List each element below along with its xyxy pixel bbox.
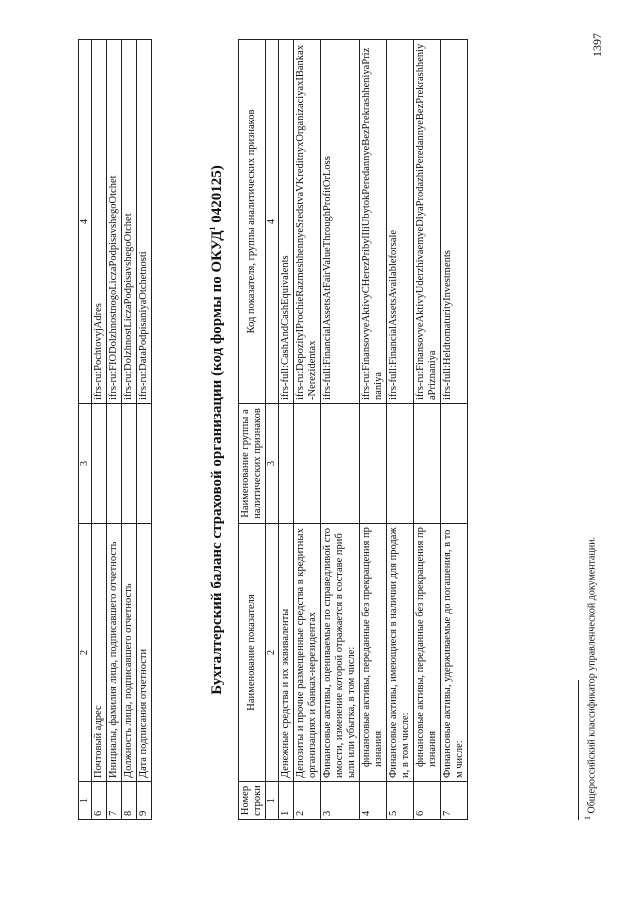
group-name (92, 404, 107, 524)
row-number: 1 (279, 782, 294, 820)
indicator-code: ifrs-full:FinancialAssetsAvailableforsale (387, 40, 414, 404)
group-name (387, 404, 414, 524)
group-name (294, 404, 321, 524)
column-index-row (79, 40, 92, 820)
indicator-name: Должность лица, подписавшего отчетность (122, 524, 137, 782)
table-row (294, 40, 321, 820)
indicator-name: Финансовые активы, имеющиеся в наличии для продажи, в том числе: (387, 524, 414, 782)
table-row (414, 40, 441, 820)
footnote (583, 537, 597, 820)
indicator-code: ifrs-ru:DepozityIProchieRazmeshhennyeSredstvaVKreditnyxOrganizaciyaxIBankax-Nerezidentax (294, 40, 321, 404)
page-number: 1397 (590, 33, 604, 57)
column-index: 3 (266, 404, 279, 524)
group-name (122, 404, 137, 524)
column-index: 1 (79, 782, 92, 820)
form-title-code: 0420125) (209, 165, 225, 227)
table-row (137, 40, 152, 820)
signatory-table (78, 39, 152, 820)
column-header-code: Код показателя, группы аналитических признаков (239, 40, 266, 404)
indicator-code: ifrs-ru:FIODolzhnostnogoLiczaPodpisavshegoOtchet (107, 40, 122, 404)
table-row (92, 40, 107, 820)
table-row (279, 40, 294, 820)
group-name (441, 404, 468, 524)
indicator-name: Финансовые активы, оцениваемые по справедливой стоимости, изменение которой отражается в составе прибыли или убытка, в том числе: (321, 524, 360, 782)
indicator-code: ifrs-ru:FinansovyeAktivyCHerezPribylIliUbytokPeredannyeBezPrekrashheniyaPriznaniya (360, 40, 387, 404)
column-index: 2 (266, 524, 279, 782)
row-number: 7 (441, 782, 468, 820)
row-number: 3 (321, 782, 360, 820)
indicator-name: Финансовые активы, удерживаемые до погашения, в том числе: (441, 524, 468, 782)
footnote-reference: 1 (208, 226, 217, 231)
indicator-code: ifrs-ru:PochtovyjAdres (92, 40, 107, 404)
table-row (321, 40, 360, 820)
column-header-indicator-name: Наименование показателя (239, 524, 266, 782)
indicator-code: ifrs-full:HeldtomaturityInvestments (441, 40, 468, 404)
column-index: 4 (266, 40, 279, 404)
balance-sheet-table (238, 39, 468, 820)
indicator-name: Почтовый адрес (92, 524, 107, 782)
group-name (279, 404, 294, 524)
column-index-row (266, 40, 279, 820)
row-number: 6 (414, 782, 441, 820)
table-row (441, 40, 468, 820)
table-row (387, 40, 414, 820)
indicator-code: ifrs-ru:FinansovyeAktivyUderzhivaemyeDlyaProdazhiPeredannyeBezPrekrashheniyaPriznaniya (414, 40, 441, 404)
indicator-code: ifrs-full:CashAndCashEquivalents (279, 40, 294, 404)
indicator-name: Денежные средства и их эквиваленты (279, 524, 294, 782)
group-name (414, 404, 441, 524)
column-index: 1 (266, 782, 279, 820)
indicator-code: ifrs-ru:DolzhnostLiczaPodpisavshegoOtchet (122, 40, 137, 404)
footnote-mark: 1 (583, 816, 592, 820)
group-name (360, 404, 387, 524)
group-name (137, 404, 152, 524)
row-number: 9 (137, 782, 152, 820)
column-index: 3 (79, 404, 92, 524)
column-header-group-name: Наименование группы аналитических признаков (239, 404, 266, 524)
table-row (122, 40, 137, 820)
indicator-name: финансовые активы, переданные без прекращения признания (414, 524, 441, 782)
indicator-name: Депозиты и прочие размещенные средства в кредитных организациях и банках-нерезидентах (294, 524, 321, 782)
indicator-code: ifrs-ru:DataPodpisaniyaOtchetnosti (137, 40, 152, 404)
row-number: 5 (387, 782, 414, 820)
row-number: 4 (360, 782, 387, 820)
indicator-name: финансовые активы, переданные без прекращения признания (360, 524, 387, 782)
row-number: 6 (92, 782, 107, 820)
row-number: 8 (122, 782, 137, 820)
indicator-name: Инициалы, фамилия лица, подписавшего отчетность (107, 524, 122, 782)
row-number: 2 (294, 782, 321, 820)
footnote-divider (578, 680, 579, 820)
column-index: 4 (79, 40, 92, 404)
group-name (321, 404, 360, 524)
column-header-row-number: Номер строки (239, 782, 266, 820)
row-number: 7 (107, 782, 122, 820)
header-row (239, 40, 266, 820)
indicator-code: ifrs-full:FinancialAssetsAtFairValueThroughProfitOrLoss (321, 40, 360, 404)
column-index: 2 (79, 524, 92, 782)
indicator-name: Дата подписания отчетности (137, 524, 152, 782)
footnote-text: Общероссийский классификатор управленческой документации. (586, 536, 598, 816)
form-title (208, 40, 226, 820)
table-row (107, 40, 122, 820)
form-title-text: Бухгалтерский баланс страховой организации (код формы по ОКУД (209, 230, 225, 695)
group-name (107, 404, 122, 524)
table-row (360, 40, 387, 820)
